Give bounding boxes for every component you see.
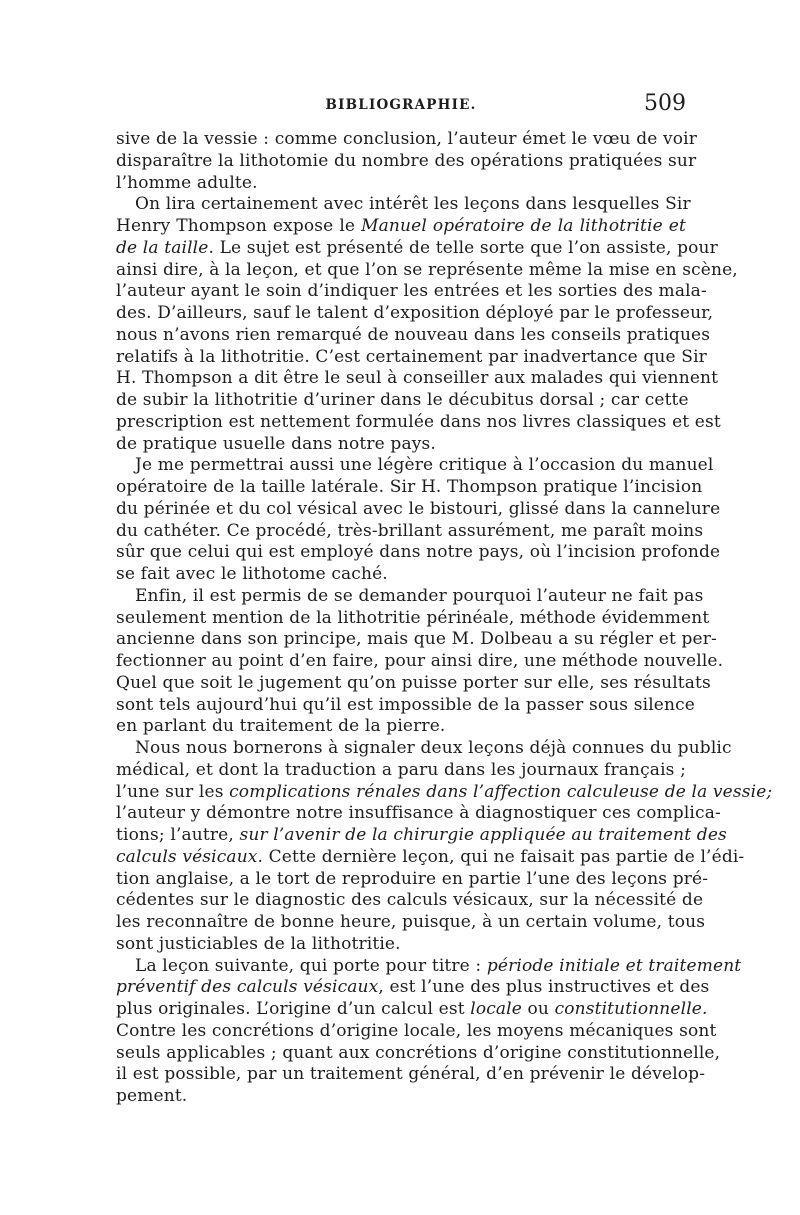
- text-segment: ou: [521, 999, 555, 1019]
- text-line: [116, 281, 707, 303]
- text-segment: il est possible, par un traitement général, d’en prévenir le dévelop-: [116, 1064, 706, 1085]
- text-segment: sûr que celui qui est employé dans notre pays, où l’incision profonde: [116, 542, 721, 563]
- text-line: [116, 607, 710, 630]
- italic-text: de la taille: [116, 237, 209, 258]
- text-segment: tion anglaise, a le tort de reproduire en partie l’une des leçons pré-: [116, 868, 709, 889]
- italic-text: calculs vésicaux: [116, 846, 258, 867]
- text-line: [116, 477, 703, 499]
- italic-text: Manuel opératoire de la lithotritie et: [361, 216, 686, 236]
- text-line: [116, 542, 721, 564]
- text-line: [116, 999, 708, 1021]
- text-segment: cédentes sur le diagnostic des calculs vésicaux, sur la nécessité de: [116, 890, 704, 911]
- page-number: 509: [644, 91, 686, 116]
- text-line: [116, 1064, 706, 1086]
- text-segment: On lira certainement avec intérêt les leçons dans lesquelles Sir: [135, 194, 691, 215]
- text-segment: l’auteur ayant le soin d’indiquer les entrées et les sorties des mala-: [116, 281, 707, 302]
- text-line: [116, 1042, 721, 1065]
- text-line: [116, 803, 721, 825]
- page-header: [116, 91, 686, 121]
- text-line: [116, 520, 704, 543]
- text-line: [116, 455, 714, 477]
- text-line: [116, 868, 709, 891]
- text-segment: en parlant du traitement de la pierre.: [116, 716, 446, 737]
- text-segment: se fait avec le lithotome caché.: [116, 564, 388, 584]
- text-line: [116, 129, 698, 151]
- text-line: [116, 716, 686, 738]
- text-line: [116, 760, 686, 782]
- text-line: [116, 434, 686, 456]
- text-line: [116, 672, 711, 695]
- italic-text: complications rénales dans l’affection calculeuse de la vessie;: [229, 781, 773, 802]
- text-line: [116, 694, 695, 717]
- text-line: [116, 150, 697, 173]
- text-line: [116, 955, 742, 978]
- text-line: [116, 629, 717, 651]
- text-segment: ancienne dans son principe, mais que M. Dolbeau a su régler et per-: [116, 629, 717, 650]
- text-segment: sont tels aujourd’hui qu’il est impossible de la passer sous silence: [116, 694, 695, 715]
- text-segment: fectionner au point d’en faire, pour ainsi dire, une méthode nouvelle.: [116, 651, 724, 671]
- text-segment: Je me permettrai aussi une légère critique à l’occasion du manuel: [135, 455, 714, 476]
- text-line: [116, 825, 727, 847]
- text-segment: H. Thompson a dit être le seul à conseiller aux malades qui viennent: [116, 368, 719, 389]
- body-text: [116, 129, 773, 1108]
- text-line: [116, 411, 721, 434]
- text-line: [116, 585, 704, 608]
- text-segment: ainsi dire, à la leçon, et que l’on se représente même la mise en scène,: [116, 259, 738, 280]
- text-segment: de pratique usuelle dans notre pays.: [116, 433, 436, 454]
- text-segment: tions; l’autre,: [116, 825, 240, 845]
- text-segment: Nous nous bornerons à signaler deux leçons déjà connues du public: [135, 738, 732, 758]
- text-segment: nous n’avons rien remarqué de nouveau dans les conseils pratiques: [116, 324, 711, 345]
- text-line: [116, 259, 738, 282]
- text-line: [116, 564, 686, 586]
- text-segment: de subir la lithotritie d’uriner dans le décubitus dorsal ; car cette: [116, 390, 689, 410]
- text-segment: médical, et dont la traduction a paru dans les journaux français ;: [116, 759, 686, 780]
- text-segment: l’une sur les: [116, 781, 230, 802]
- text-segment: Quel que soit le jugement qu’on puisse porter sur elle, ses résultats: [116, 672, 711, 693]
- text-line: [116, 303, 714, 325]
- italic-text: constitutionnelle.: [554, 999, 708, 1019]
- text-segment: Enfin, il est permis de se demander pourquoi l’auteur ne fait pas: [135, 585, 704, 606]
- running-head: BIBLIOGRAPHIE.: [325, 97, 477, 113]
- text-segment: l’homme adulte.: [116, 172, 258, 193]
- text-segment: plus originales. L’origine d’un calcul est: [116, 999, 471, 1019]
- text-line: [116, 173, 686, 195]
- text-segment: seulement mention de la lithotritie périnéale, méthode évidemment: [116, 607, 710, 628]
- text-line: [116, 651, 724, 673]
- italic-text: locale: [470, 999, 522, 1019]
- text-line: [116, 194, 691, 216]
- text-line: [116, 368, 719, 390]
- text-segment: du cathéter. Ce procédé, très-brillant assurément, me paraît moins: [116, 520, 704, 541]
- text-line: [116, 781, 773, 804]
- text-segment: La leçon suivante, qui porte pour titre :: [135, 955, 487, 976]
- text-line: [116, 346, 707, 369]
- text-segment: pement.: [116, 1086, 188, 1106]
- text-line: [116, 977, 710, 999]
- italic-text: période initiale et traitement: [486, 955, 742, 976]
- text-line: [116, 738, 732, 760]
- text-segment: , est l’une des plus instructives et des: [378, 977, 710, 998]
- text-line: [116, 1086, 686, 1108]
- italic-text: sur l’avenir de la chirurgie appliquée au traitement des: [239, 825, 727, 845]
- text-line: [116, 390, 689, 412]
- text-segment: relatifs à la lithotritie. C’est certainement par inadvertance que Sir: [116, 346, 707, 367]
- text-segment: sive de la vessie : comme conclusion, l’auteur émet le vœu de voir: [116, 129, 698, 149]
- italic-text: préventif des calculs vésicaux: [116, 977, 379, 998]
- text-segment: opératoire de la taille latérale. Sir H. Thompson pratique l’incision: [116, 477, 703, 497]
- text-segment: des. D’ailleurs, sauf le talent d’exposition déployé par le professeur,: [116, 303, 714, 323]
- text-line: [116, 324, 711, 347]
- text-line: [116, 934, 686, 956]
- text-line: [116, 912, 706, 934]
- text-line: [116, 1020, 717, 1043]
- text-line: [116, 237, 718, 260]
- text-segment: . Le sujet est présenté de telle sorte que l’on assiste, pour: [208, 237, 718, 258]
- text-segment: sont justiciables de la lithotritie.: [116, 933, 401, 954]
- text-segment: les reconnaître de bonne heure, puisque, à un certain volume, tous: [116, 912, 706, 932]
- text-line: [116, 846, 745, 869]
- text-line: [116, 890, 704, 912]
- text-segment: Contre les concrétions d’origine locale, les moyens mécaniques sont: [116, 1020, 717, 1041]
- text-segment: prescription est nettement formulée dans nos livres classiques et est: [116, 411, 721, 432]
- text-line: [116, 216, 686, 238]
- text-segment: Henry Thompson expose le: [116, 216, 362, 236]
- text-line: [116, 498, 721, 521]
- text-segment: seuls applicables ; quant aux concrétions d’origine constitutionnelle,: [116, 1042, 721, 1063]
- text-segment: . Cette dernière leçon, qui ne faisait pas partie de l’édi-: [257, 846, 745, 867]
- text-segment: disparaître la lithotomie du nombre des opérations pratiquées sur: [116, 150, 697, 171]
- text-segment: l’auteur y démontre notre insuffisance à diagnostiquer ces complica-: [116, 803, 721, 824]
- text-segment: du périnée et du col vésical avec le bistouri, glissé dans la cannelure: [116, 498, 721, 519]
